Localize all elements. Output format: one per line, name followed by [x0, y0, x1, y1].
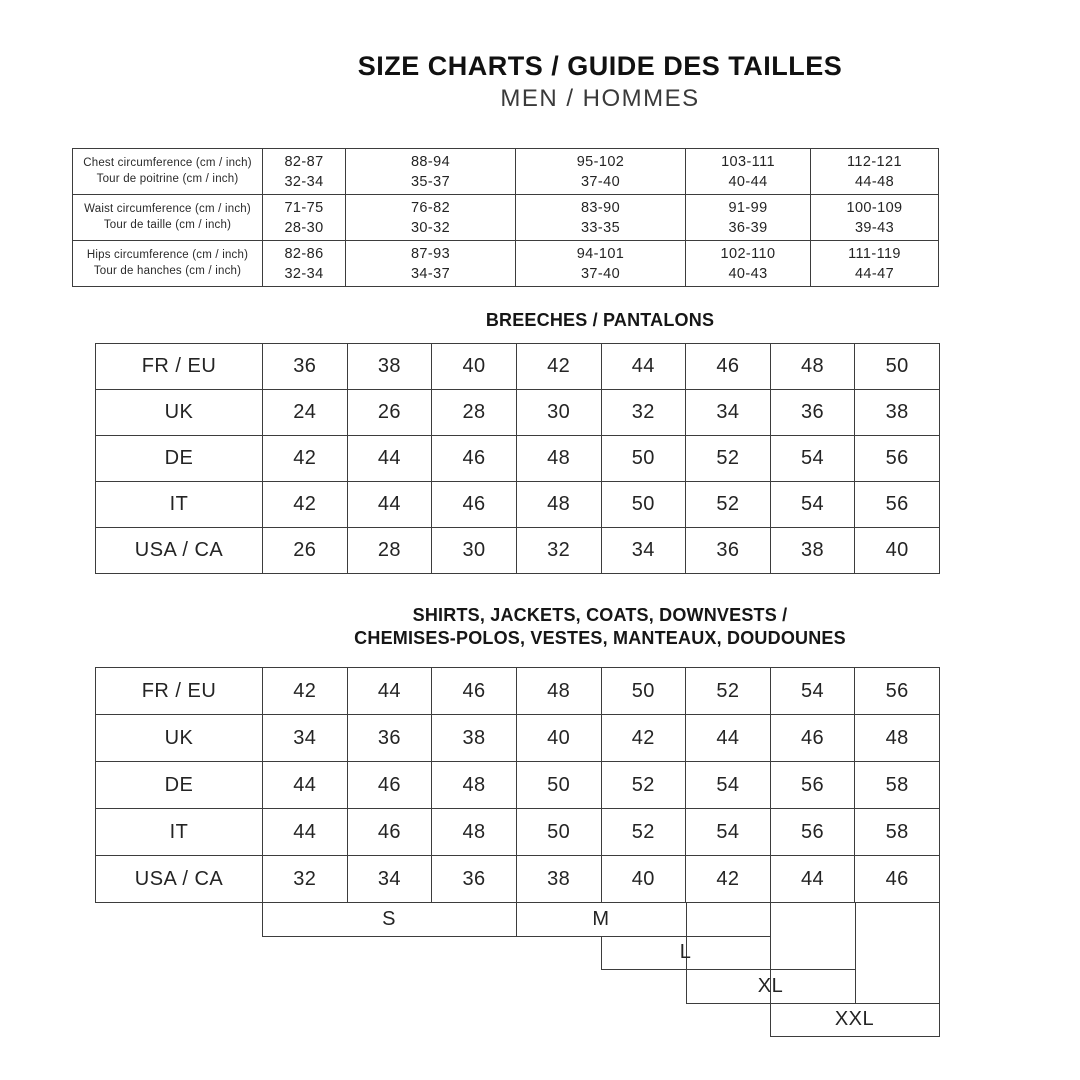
size-value-cell: 46 [432, 482, 517, 528]
breeches-table-body [96, 344, 940, 574]
measurement-value-line: 40-44 [728, 173, 768, 190]
measurement-value-line: 30-32 [410, 219, 451, 236]
size-value-cell: 40 [855, 528, 940, 574]
size-value-cell: 56 [855, 668, 940, 715]
size-value-cell: 48 [770, 344, 855, 390]
size-value-cell: 48 [855, 715, 940, 762]
region-label-cell: DE [96, 762, 263, 809]
measurement-value-line: 37-40 [580, 173, 621, 190]
measurement-value-line: 91-99 [728, 199, 768, 216]
size-value-cell: 36 [263, 344, 348, 390]
band-line [770, 1036, 940, 1037]
size-value-cell: 42 [263, 668, 348, 715]
measurement-label-line: Tour de poitrine (cm / inch) [96, 172, 239, 185]
measurement-value-line: 44-48 [854, 173, 895, 190]
size-band-xxl: XXL [834, 1008, 875, 1030]
size-value-cell: 30 [516, 390, 601, 436]
size-value-cell: 26 [263, 528, 348, 574]
measurement-value-cell [686, 195, 811, 241]
size-value-cell: 50 [601, 436, 686, 482]
measurement-label-cell [73, 241, 263, 287]
measurement-value-line: 71-75 [284, 199, 324, 216]
size-row [96, 344, 940, 390]
measurement-value-cell [263, 241, 346, 287]
measurement-label-line: Chest circumference (cm / inch) [83, 157, 252, 169]
size-band-s: S [382, 907, 396, 930]
size-value-cell: 52 [686, 436, 771, 482]
size-row [96, 715, 940, 762]
size-value-cell: 50 [516, 809, 601, 856]
measurement-value-line: 82-86 [284, 245, 324, 262]
size-value-cell: 44 [347, 436, 432, 482]
measurement-value-line: 100-109 [846, 199, 903, 216]
size-value-cell: 54 [770, 482, 855, 528]
size-value-cell: 50 [601, 482, 686, 528]
size-value-cell: 32 [601, 390, 686, 436]
measurement-value-line: 103-111 [721, 153, 775, 170]
size-value-cell: 44 [601, 344, 686, 390]
measurement-value-line: 33-35 [580, 219, 621, 236]
measurement-value-line: 102-110 [720, 245, 776, 262]
size-value-cell: 40 [601, 856, 686, 903]
size-value-cell: 58 [855, 762, 940, 809]
size-row [96, 668, 940, 715]
measurement-value-line: 40-43 [728, 265, 768, 282]
size-value-cell: 48 [516, 482, 601, 528]
measurement-value-cell [811, 241, 939, 287]
size-bands-diagram [95, 902, 940, 1038]
region-label-cell: USA / CA [96, 856, 263, 903]
size-value-cell: 44 [347, 668, 432, 715]
size-value-cell: 34 [686, 390, 771, 436]
size-value-cell: 52 [601, 762, 686, 809]
size-band-xl: XL [757, 974, 784, 997]
size-value-cell: 36 [432, 856, 517, 903]
measurement-value-cell [811, 149, 939, 195]
measurement-value-line: 35-37 [410, 173, 451, 190]
size-band-m: M [592, 907, 610, 930]
size-value-cell: 28 [432, 390, 517, 436]
size-value-cell: 36 [686, 528, 771, 574]
measurement-value-cell [516, 195, 686, 241]
size-value-cell: 40 [432, 344, 517, 390]
size-value-cell: 44 [263, 762, 348, 809]
size-value-cell: 30 [432, 528, 517, 574]
measurement-value-line: 44-47 [854, 265, 895, 282]
size-value-cell: 50 [516, 762, 601, 809]
measurement-value-line: 36-39 [728, 219, 768, 236]
size-row [96, 528, 940, 574]
size-value-cell: 38 [347, 344, 432, 390]
size-value-cell: 32 [516, 528, 601, 574]
measurement-value-line: 82-87 [284, 153, 324, 170]
band-line [855, 902, 856, 1003]
measurement-value-line: 76-82 [410, 199, 451, 216]
measurement-row [73, 241, 939, 287]
measurement-value-cell [811, 195, 939, 241]
size-value-cell: 52 [601, 809, 686, 856]
size-value-cell: 48 [516, 668, 601, 715]
size-value-cell: 46 [347, 809, 432, 856]
region-label-cell: DE [96, 436, 263, 482]
size-value-cell: 44 [770, 856, 855, 903]
measurement-label-line: Waist circumference (cm / inch) [84, 203, 251, 215]
size-value-cell: 54 [686, 809, 771, 856]
size-value-cell: 56 [770, 809, 855, 856]
size-band-l: L [679, 941, 692, 963]
region-label-cell: FR / EU [96, 668, 263, 715]
measurement-label-cell [73, 149, 263, 195]
shirts-heading-line2: CHEMISES-POLOS, VESTES, MANTEAUX, DOUDOUNES [354, 628, 846, 648]
size-row [96, 762, 940, 809]
size-value-cell: 56 [770, 762, 855, 809]
size-value-cell: 48 [432, 762, 517, 809]
size-value-cell: 42 [686, 856, 771, 903]
size-value-cell: 52 [686, 482, 771, 528]
measurement-label-line: Hips circumference (cm / inch) [86, 249, 249, 261]
measurement-value-cell [263, 149, 346, 195]
size-value-cell: 28 [347, 528, 432, 574]
measurement-row [73, 195, 939, 241]
measurement-value-line: 37-40 [580, 265, 621, 282]
size-value-cell: 34 [263, 715, 348, 762]
measurement-label-cell [73, 195, 263, 241]
shirts-table-body [96, 668, 940, 903]
size-value-cell: 46 [855, 856, 940, 903]
size-value-cell: 46 [347, 762, 432, 809]
size-value-cell: 38 [770, 528, 855, 574]
size-value-cell: 56 [855, 482, 940, 528]
measurement-value-cell [686, 241, 811, 287]
measurement-value-line: 87-93 [410, 245, 451, 262]
measurement-value-line: 111-119 [848, 245, 901, 262]
measurement-value-cell [263, 195, 346, 241]
size-value-cell: 44 [686, 715, 771, 762]
measurement-value-cell [516, 241, 686, 287]
size-row [96, 436, 940, 482]
shirts-heading-line1: SHIRTS, JACKETS, COATS, DOWNVESTS / [412, 605, 788, 625]
size-value-cell: 42 [601, 715, 686, 762]
size-value-cell: 34 [601, 528, 686, 574]
size-value-cell: 44 [263, 809, 348, 856]
size-value-cell: 52 [686, 668, 771, 715]
size-value-cell: 32 [263, 856, 348, 903]
measurement-value-cell [686, 149, 811, 195]
size-value-cell: 46 [686, 344, 771, 390]
measurement-label-line: Tour de hanches (cm / inch) [93, 264, 242, 277]
measurement-value-cell [346, 149, 516, 195]
region-label-cell: UK [96, 390, 263, 436]
size-value-cell: 54 [686, 762, 771, 809]
band-line [939, 902, 940, 1036]
measurement-value-cell [516, 149, 686, 195]
measurement-value-line: 34-37 [410, 265, 451, 282]
measurement-value-cell [346, 195, 516, 241]
shirts-table [95, 667, 940, 903]
size-value-cell: 48 [432, 809, 517, 856]
size-value-cell: 54 [770, 668, 855, 715]
size-row [96, 390, 940, 436]
measurement-value-line: 88-94 [410, 153, 451, 170]
measurement-value-line: 28-30 [284, 219, 324, 236]
measurement-value-line: 39-43 [854, 219, 895, 236]
size-value-cell: 36 [770, 390, 855, 436]
size-value-cell: 46 [432, 668, 517, 715]
size-value-cell: 48 [516, 436, 601, 482]
measurement-value-line: 32-34 [284, 173, 324, 190]
size-value-cell: 36 [347, 715, 432, 762]
size-value-cell: 24 [263, 390, 348, 436]
size-value-cell: 40 [516, 715, 601, 762]
measurement-value-line: 94-101 [576, 245, 625, 262]
size-value-cell: 54 [770, 436, 855, 482]
size-value-cell: 26 [347, 390, 432, 436]
measurement-label-line: Tour de taille (cm / inch) [103, 218, 232, 231]
measurement-value-line: 95-102 [576, 153, 625, 170]
size-value-cell: 56 [855, 436, 940, 482]
region-label-cell: UK [96, 715, 263, 762]
measurement-value-cell [346, 241, 516, 287]
size-value-cell: 42 [516, 344, 601, 390]
breeches-heading: BREECHES / PANTALONS [485, 310, 715, 330]
size-value-cell: 42 [263, 482, 348, 528]
size-value-cell: 38 [855, 390, 940, 436]
size-value-cell: 42 [263, 436, 348, 482]
size-row [96, 482, 940, 528]
measurement-row [73, 149, 939, 195]
region-label-cell: USA / CA [96, 528, 263, 574]
size-value-cell: 38 [516, 856, 601, 903]
size-value-cell: 44 [347, 482, 432, 528]
region-label-cell: FR / EU [96, 344, 263, 390]
size-row [96, 809, 940, 856]
measurements-table-body [73, 149, 939, 287]
size-value-cell: 38 [432, 715, 517, 762]
size-row [96, 856, 940, 903]
region-label-cell: IT [96, 809, 263, 856]
region-label-cell: IT [96, 482, 263, 528]
measurement-value-line: 112-121 [847, 153, 902, 170]
page-subtitle: MEN / HOMMES [500, 85, 700, 112]
size-value-cell: 58 [855, 809, 940, 856]
size-value-cell: 46 [770, 715, 855, 762]
measurement-value-line: 32-34 [284, 265, 324, 282]
measurement-value-line: 83-90 [580, 199, 621, 216]
size-value-cell: 50 [855, 344, 940, 390]
breeches-table [95, 343, 940, 574]
size-value-cell: 46 [432, 436, 517, 482]
page-title: SIZE CHARTS / GUIDE DES TAILLES [357, 51, 843, 81]
size-value-cell: 50 [601, 668, 686, 715]
measurements-table [72, 148, 939, 287]
shirts-heading [200, 604, 1000, 650]
size-value-cell: 34 [347, 856, 432, 903]
